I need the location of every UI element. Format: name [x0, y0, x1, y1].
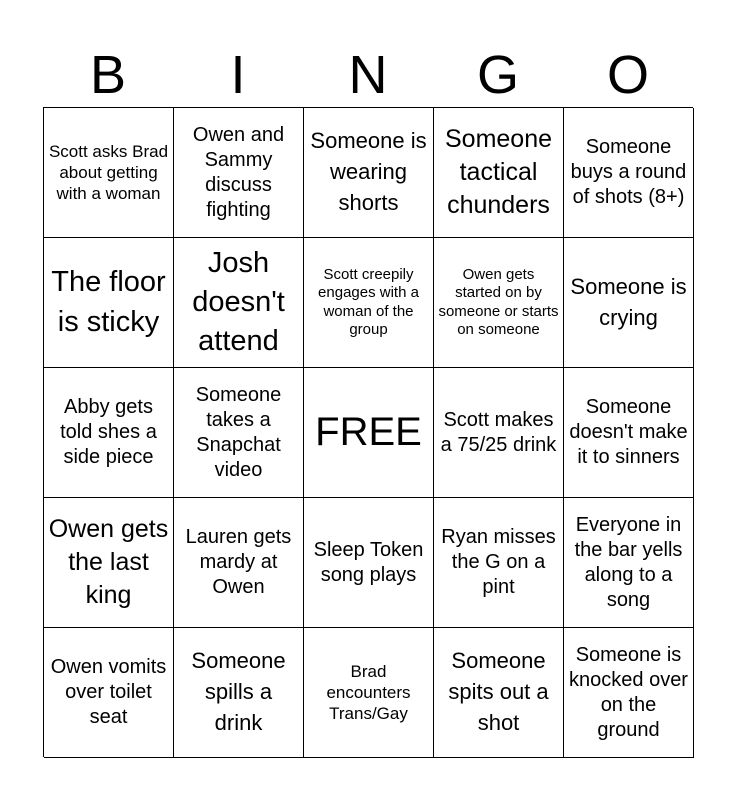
- header-letter-g: G: [476, 45, 519, 105]
- cell-text: Everyone in the bar yells along to a song: [574, 513, 683, 611]
- bingo-cell[interactable]: [174, 498, 304, 628]
- cell-text: Josh doesn't attend: [192, 246, 285, 358]
- bingo-cell[interactable]: [44, 628, 174, 758]
- bingo-cell[interactable]: [434, 628, 564, 758]
- cell-text: Lauren gets mardy at Owen: [185, 526, 292, 598]
- bingo-cell[interactable]: [44, 368, 174, 498]
- bingo-cell[interactable]: [434, 498, 564, 628]
- bingo-cell[interactable]: [564, 628, 694, 758]
- bingo-cell[interactable]: [304, 238, 434, 368]
- cell-text: Someone doesn't make it to sinners: [569, 396, 688, 468]
- cell-text: Someone spills a drink: [191, 648, 286, 735]
- cell-text: Scott creepily engages with a woman of the group: [318, 265, 419, 338]
- bingo-cell[interactable]: [434, 368, 564, 498]
- bingo-cell[interactable]: [44, 498, 174, 628]
- cell-text: Owen gets started on by someone or starts on someone: [438, 265, 559, 338]
- cell-text: Scott makes a 75/25 drink: [440, 408, 557, 456]
- cell-text: Someone is knocked over on the ground: [569, 643, 688, 741]
- bingo-cell[interactable]: [564, 108, 694, 238]
- bingo-cell[interactable]: [434, 238, 564, 368]
- header-letter-b: B: [89, 45, 127, 105]
- cell-text: Someone takes a Snapchat video: [195, 383, 282, 481]
- bingo-cell[interactable]: [564, 238, 694, 368]
- cell-text: Abby gets told shes a side piece: [60, 396, 157, 468]
- bingo-cell[interactable]: [564, 498, 694, 628]
- cell-text: Sleep Token song plays: [313, 538, 424, 586]
- bingo-cell[interactable]: [44, 108, 174, 238]
- header-letter-n: N: [348, 45, 388, 105]
- bingo-cell[interactable]: [174, 108, 304, 238]
- bingo-cell[interactable]: [304, 628, 434, 758]
- cell-text: Owen and Sammy discuss fighting: [192, 123, 285, 221]
- bingo-cell[interactable]: [434, 108, 564, 238]
- bingo-cell[interactable]: [174, 368, 304, 498]
- bingo-cell[interactable]: [44, 238, 174, 368]
- cell-text: Ryan misses the G on a pint: [441, 526, 556, 598]
- bingo-cell[interactable]: [564, 368, 694, 498]
- cell-text: The floor is sticky: [51, 266, 166, 338]
- bingo-cell[interactable]: [174, 628, 304, 758]
- cell-text: Someone buys a round of shots (8+): [570, 136, 687, 208]
- bingo-header: [43, 44, 693, 106]
- free-space-label: FREE: [315, 410, 422, 454]
- free-space[interactable]: [304, 368, 434, 498]
- cell-text: Brad encounters Trans/Gay: [326, 661, 411, 724]
- cell-text: Scott asks Brad about getting with a woman: [48, 141, 169, 204]
- bingo-grid: [43, 107, 693, 757]
- cell-text: Owen vomits over toilet seat: [50, 656, 167, 728]
- header-letter-i: I: [230, 45, 246, 105]
- header-letter-o: O: [606, 45, 649, 105]
- cell-text: Owen gets the last king: [48, 515, 169, 609]
- bingo-cell[interactable]: [174, 238, 304, 368]
- cell-text: Someone spits out a shot: [448, 648, 549, 735]
- bingo-cell[interactable]: [304, 498, 434, 628]
- bingo-cell[interactable]: [304, 108, 434, 238]
- cell-text: Someone is crying: [570, 273, 687, 330]
- cell-text: Someone is wearing shorts: [310, 128, 427, 215]
- cell-text: Someone tactical chunders: [444, 125, 553, 219]
